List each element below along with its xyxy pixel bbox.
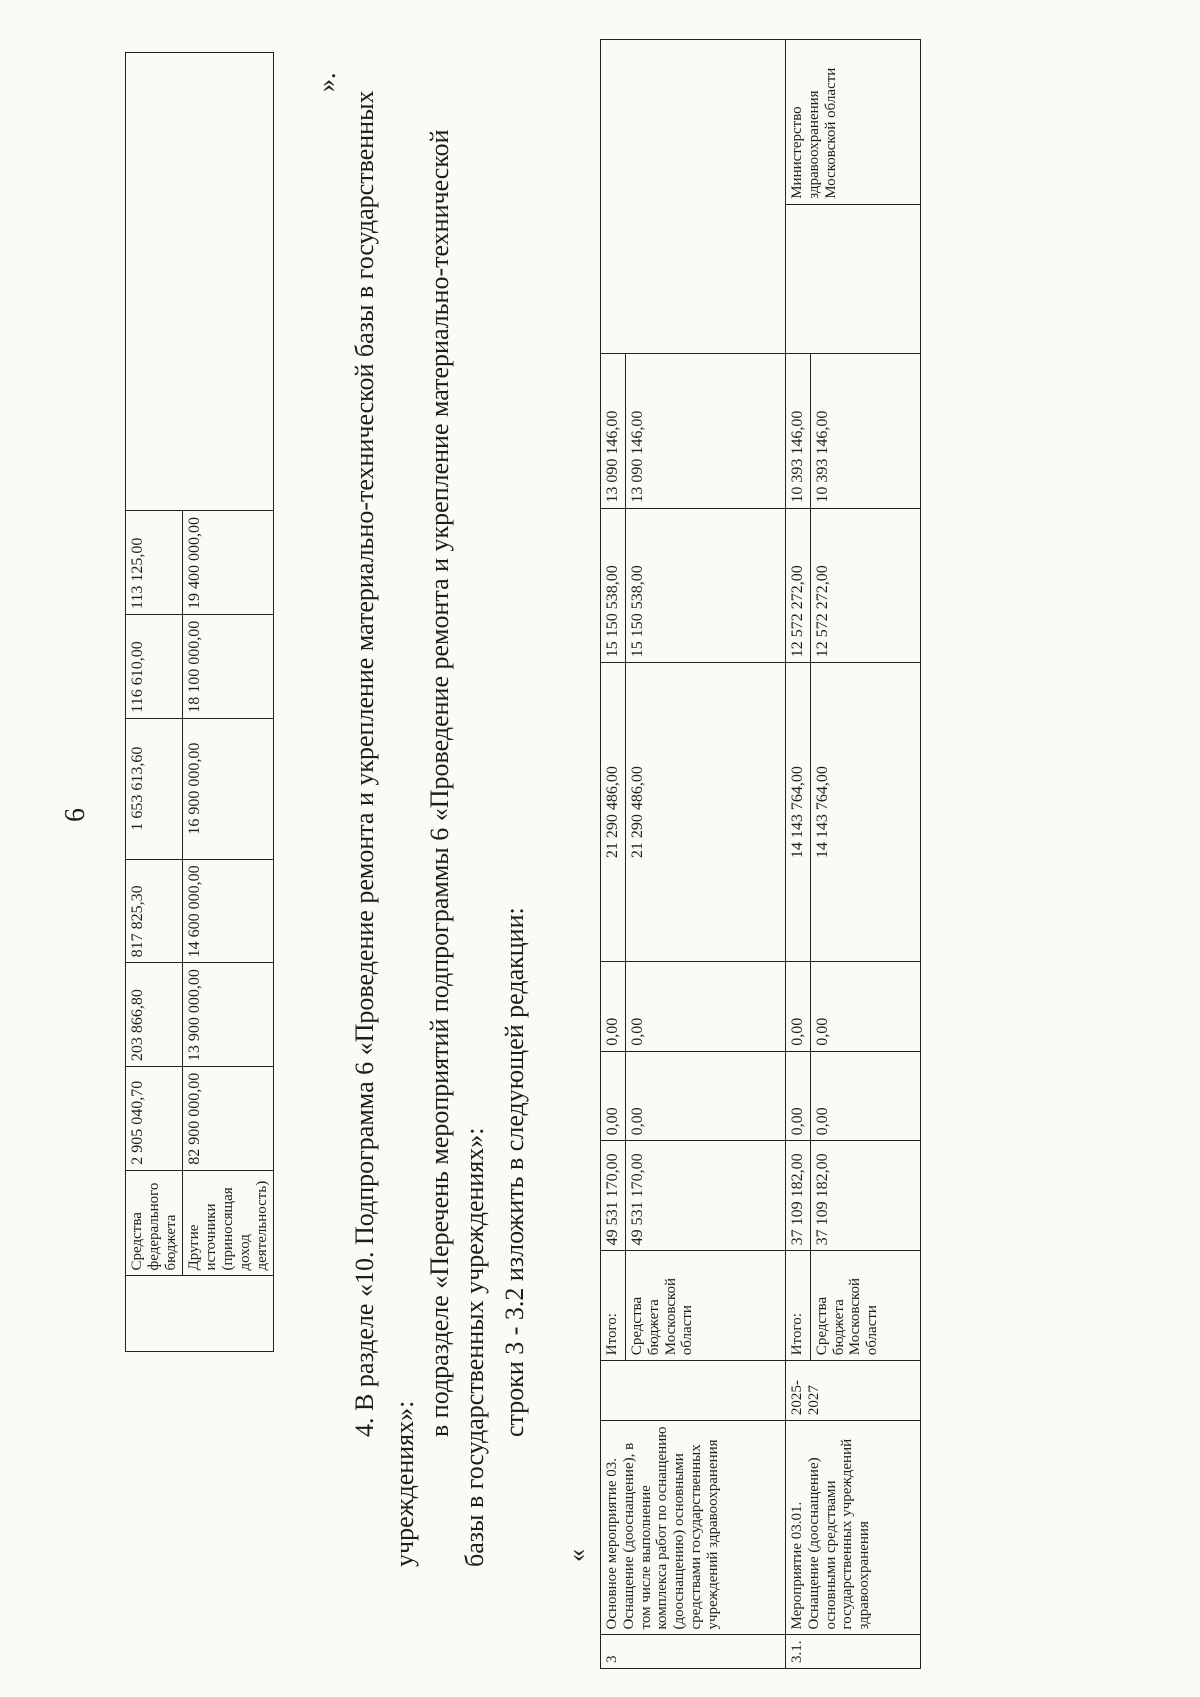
funding-source-cell: Средства бюджета Московской области: [810, 1251, 920, 1361]
period-cell: [601, 1361, 786, 1421]
amount-cell: 0,00: [785, 962, 810, 1052]
amount-cell: 14 143 764,00: [810, 663, 920, 962]
funding-table-continued: [125, 52, 274, 1352]
amount-cell: 14 600 000,00: [183, 859, 274, 963]
funding-source-cell: Другие источники (приносящая доход деятельность): [183, 1170, 274, 1276]
paragraph-subsection-line-1: в подразделе «Перечень мероприятий подпрограммы 6 «Проведение ремонта и укрепление материально-технической: [425, 129, 454, 1437]
total-label-cell: Итого:: [601, 1251, 626, 1361]
amount-cell: 15 150 538,00: [625, 508, 785, 663]
amount-cell: 0,00: [601, 962, 626, 1052]
responsible-cell: Министерство здравоохранения Московской области: [785, 40, 920, 205]
activity-name-cell: Мероприятие 03.01. Оснащение (дооснащение) основными средствами государственных учреждений здравоохранения: [785, 1421, 920, 1635]
page-number: 6: [60, 808, 91, 822]
amount-cell: 15 150 538,00: [601, 508, 626, 663]
amount-cell: 0,00: [785, 1051, 810, 1141]
activities-table: [600, 39, 921, 1669]
amount-cell: 116 610,00: [126, 614, 183, 718]
row-number-cell: 3: [601, 1635, 786, 1669]
amount-cell: 49 531 170,00: [601, 1141, 626, 1251]
amount-cell: 21 290 486,00: [625, 663, 785, 962]
amount-cell: 13 090 146,00: [601, 353, 626, 508]
amount-cell: 817 825,30: [126, 859, 183, 963]
amount-cell: 0,00: [810, 1051, 920, 1141]
table-row: [126, 53, 183, 1352]
amount-cell: 37 109 182,00: [810, 1141, 920, 1251]
table-row: [785, 40, 810, 1669]
opening-quote: «: [562, 1549, 591, 1562]
amount-cell: 21 290 486,00: [601, 663, 626, 962]
empty-cell: [126, 1276, 274, 1352]
amount-cell: 2 905 040,70: [126, 1067, 183, 1171]
amount-cell: 49 531 170,00: [625, 1141, 785, 1251]
total-label-cell: Итого:: [785, 1251, 810, 1361]
amount-cell: 12 572 272,00: [810, 508, 920, 663]
amount-cell: 13 090 146,00: [625, 353, 785, 508]
amount-cell: 0,00: [601, 1051, 626, 1141]
amount-cell: 10 393 146,00: [810, 353, 920, 508]
paragraph-4-line-1: 4. В разделе «10. Подпрограмма 6 «Проведение ремонта и укрепление материально-технической базы в государственных: [350, 90, 379, 1437]
funding-source-cell: Средства бюджета Московской области: [625, 1251, 785, 1361]
paragraph-rows-instruction: строки 3 - 3.2 изложить в следующей редакции:: [500, 907, 529, 1437]
amount-cell: 203 866,80: [126, 963, 183, 1067]
amount-cell: 13 900 000,00: [183, 963, 274, 1067]
period-cell: 2025-2027: [785, 1361, 920, 1421]
table-row: [601, 40, 626, 1669]
amount-cell: 14 143 764,00: [785, 663, 810, 962]
amount-cell: 10 393 146,00: [785, 353, 810, 508]
amount-cell: 12 572 272,00: [785, 508, 810, 663]
closing-quote: ».: [312, 72, 341, 92]
amount-cell: 0,00: [625, 962, 785, 1052]
amount-cell: 19 400 000,00: [183, 511, 274, 615]
amount-cell: 113 125,00: [126, 511, 183, 615]
paragraph-subsection-line-2: базы в государственных учреждениях»:: [460, 1127, 489, 1567]
responsible-cell: [601, 40, 786, 354]
paragraph-4-line-2: учреждениях»:: [390, 1400, 419, 1567]
empty-cell: [785, 204, 920, 353]
amount-cell: 18 100 000,00: [183, 614, 274, 718]
amount-cell: 1 653 613,60: [126, 718, 183, 859]
empty-cell: [126, 53, 274, 511]
amount-cell: 37 109 182,00: [785, 1141, 810, 1251]
activity-name-cell: Основное мероприятие 03. Оснащение (дооснащение), в том числе выполнение комплекса работ по оснащению (дооснащению) основными средствами государственных учреждений здравоохранения: [601, 1421, 786, 1635]
amount-cell: 0,00: [810, 962, 920, 1052]
amount-cell: 0,00: [625, 1051, 785, 1141]
amount-cell: 16 900 000,00: [183, 718, 274, 859]
funding-source-cell: Средства федерального бюджета: [126, 1170, 183, 1276]
row-number-cell: 3.1.: [785, 1635, 920, 1669]
amount-cell: 82 900 000,00: [183, 1067, 274, 1171]
